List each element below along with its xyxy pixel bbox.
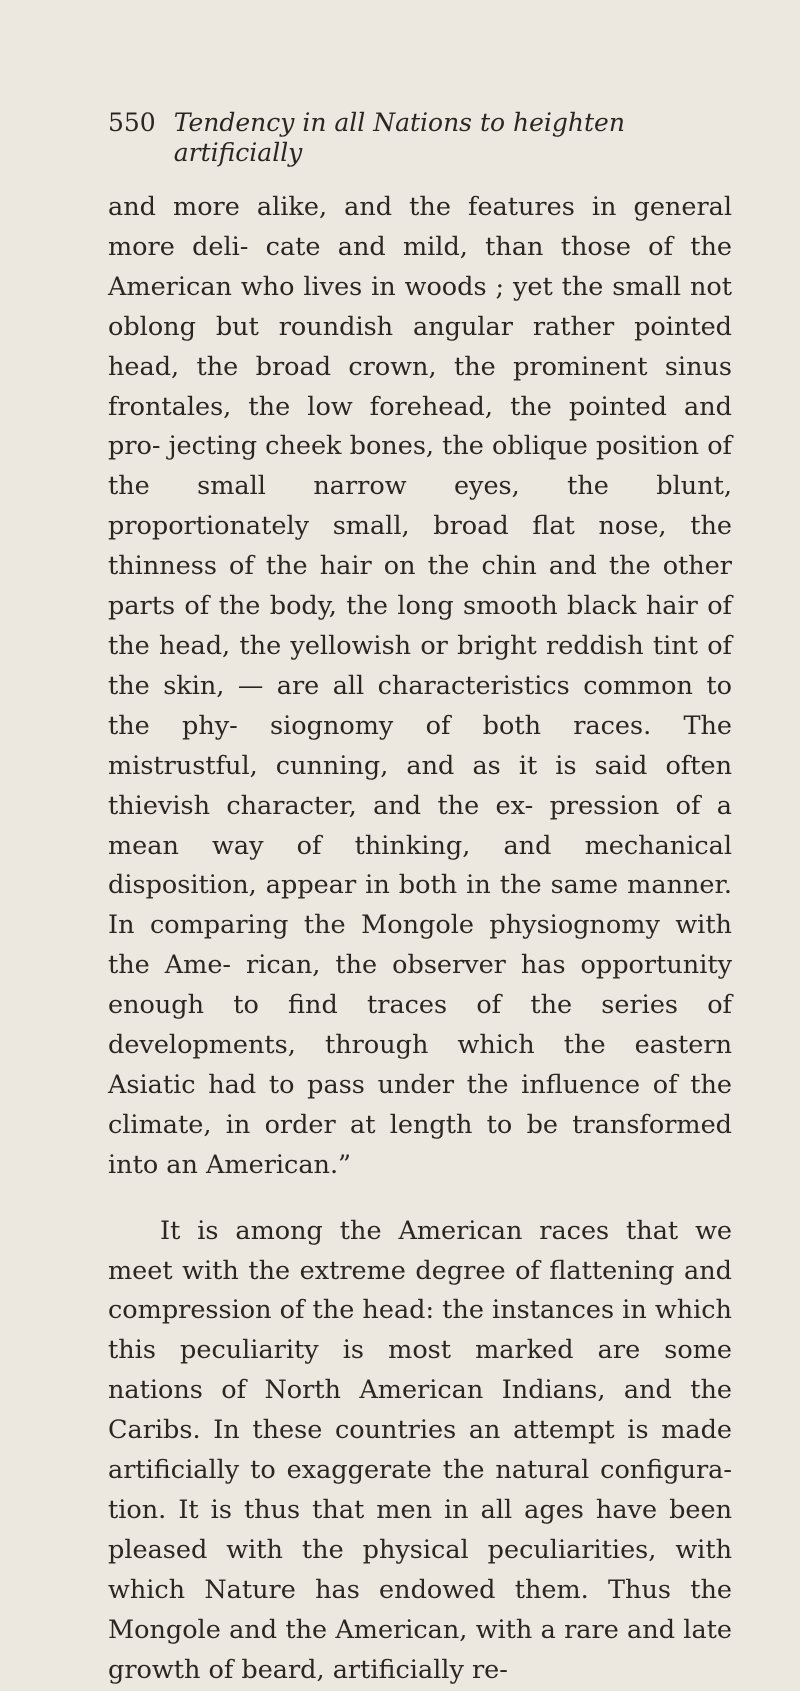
page-number: 550	[108, 108, 156, 137]
paragraph-1: and more alike, and the features in general more deli- cate and mild, than those of the American who lives in woods ; yet the small not oblong but roundish angular rather pointed head, the broad crown, the prominent sinus frontales, the low forehead, the pointed and pro- jecting cheek bones, the oblique position of the small narrow eyes, the blunt, proportionately small, broad flat nose, the thinness of the hair on the chin and the other parts of the body, the long smooth black hair of the head, the yellowish or bright reddish tint of the skin, — are all characteristics common to the phy- siognomy of both races. The mistrustful, cunning, and as it is said often thievish character, and the ex- pression of a mean way of thinking, and mechanical disposition, appear in both in the same manner. In comparing the Mongole physiognomy with the Ame- rican, the observer has opportunity enough to find traces of the series of developments, through which the eastern Asiatic had to pass under the influence of the climate, in order at length to be transformed into an American.”	[108, 192, 732, 1180]
running-head-title: Tendency in all Nations to heighten artificially	[173, 108, 625, 167]
paragraph-2: It is among the American races that we meet with the extreme degree of flattening and compression of the head: the instances in which this peculiarity is most marked are some nations of North American Indians, and the Caribs. In these countries an attempt is made artificially to exaggerate the natural configura- tion. It is thus that men in all ages have been pleased with the physical peculiarities, with which Nature has endowed them. Thus the Mongole and the American, with a rare and late growth of beard, artificially re-	[108, 1215, 732, 1685]
running-head	[108, 108, 732, 168]
